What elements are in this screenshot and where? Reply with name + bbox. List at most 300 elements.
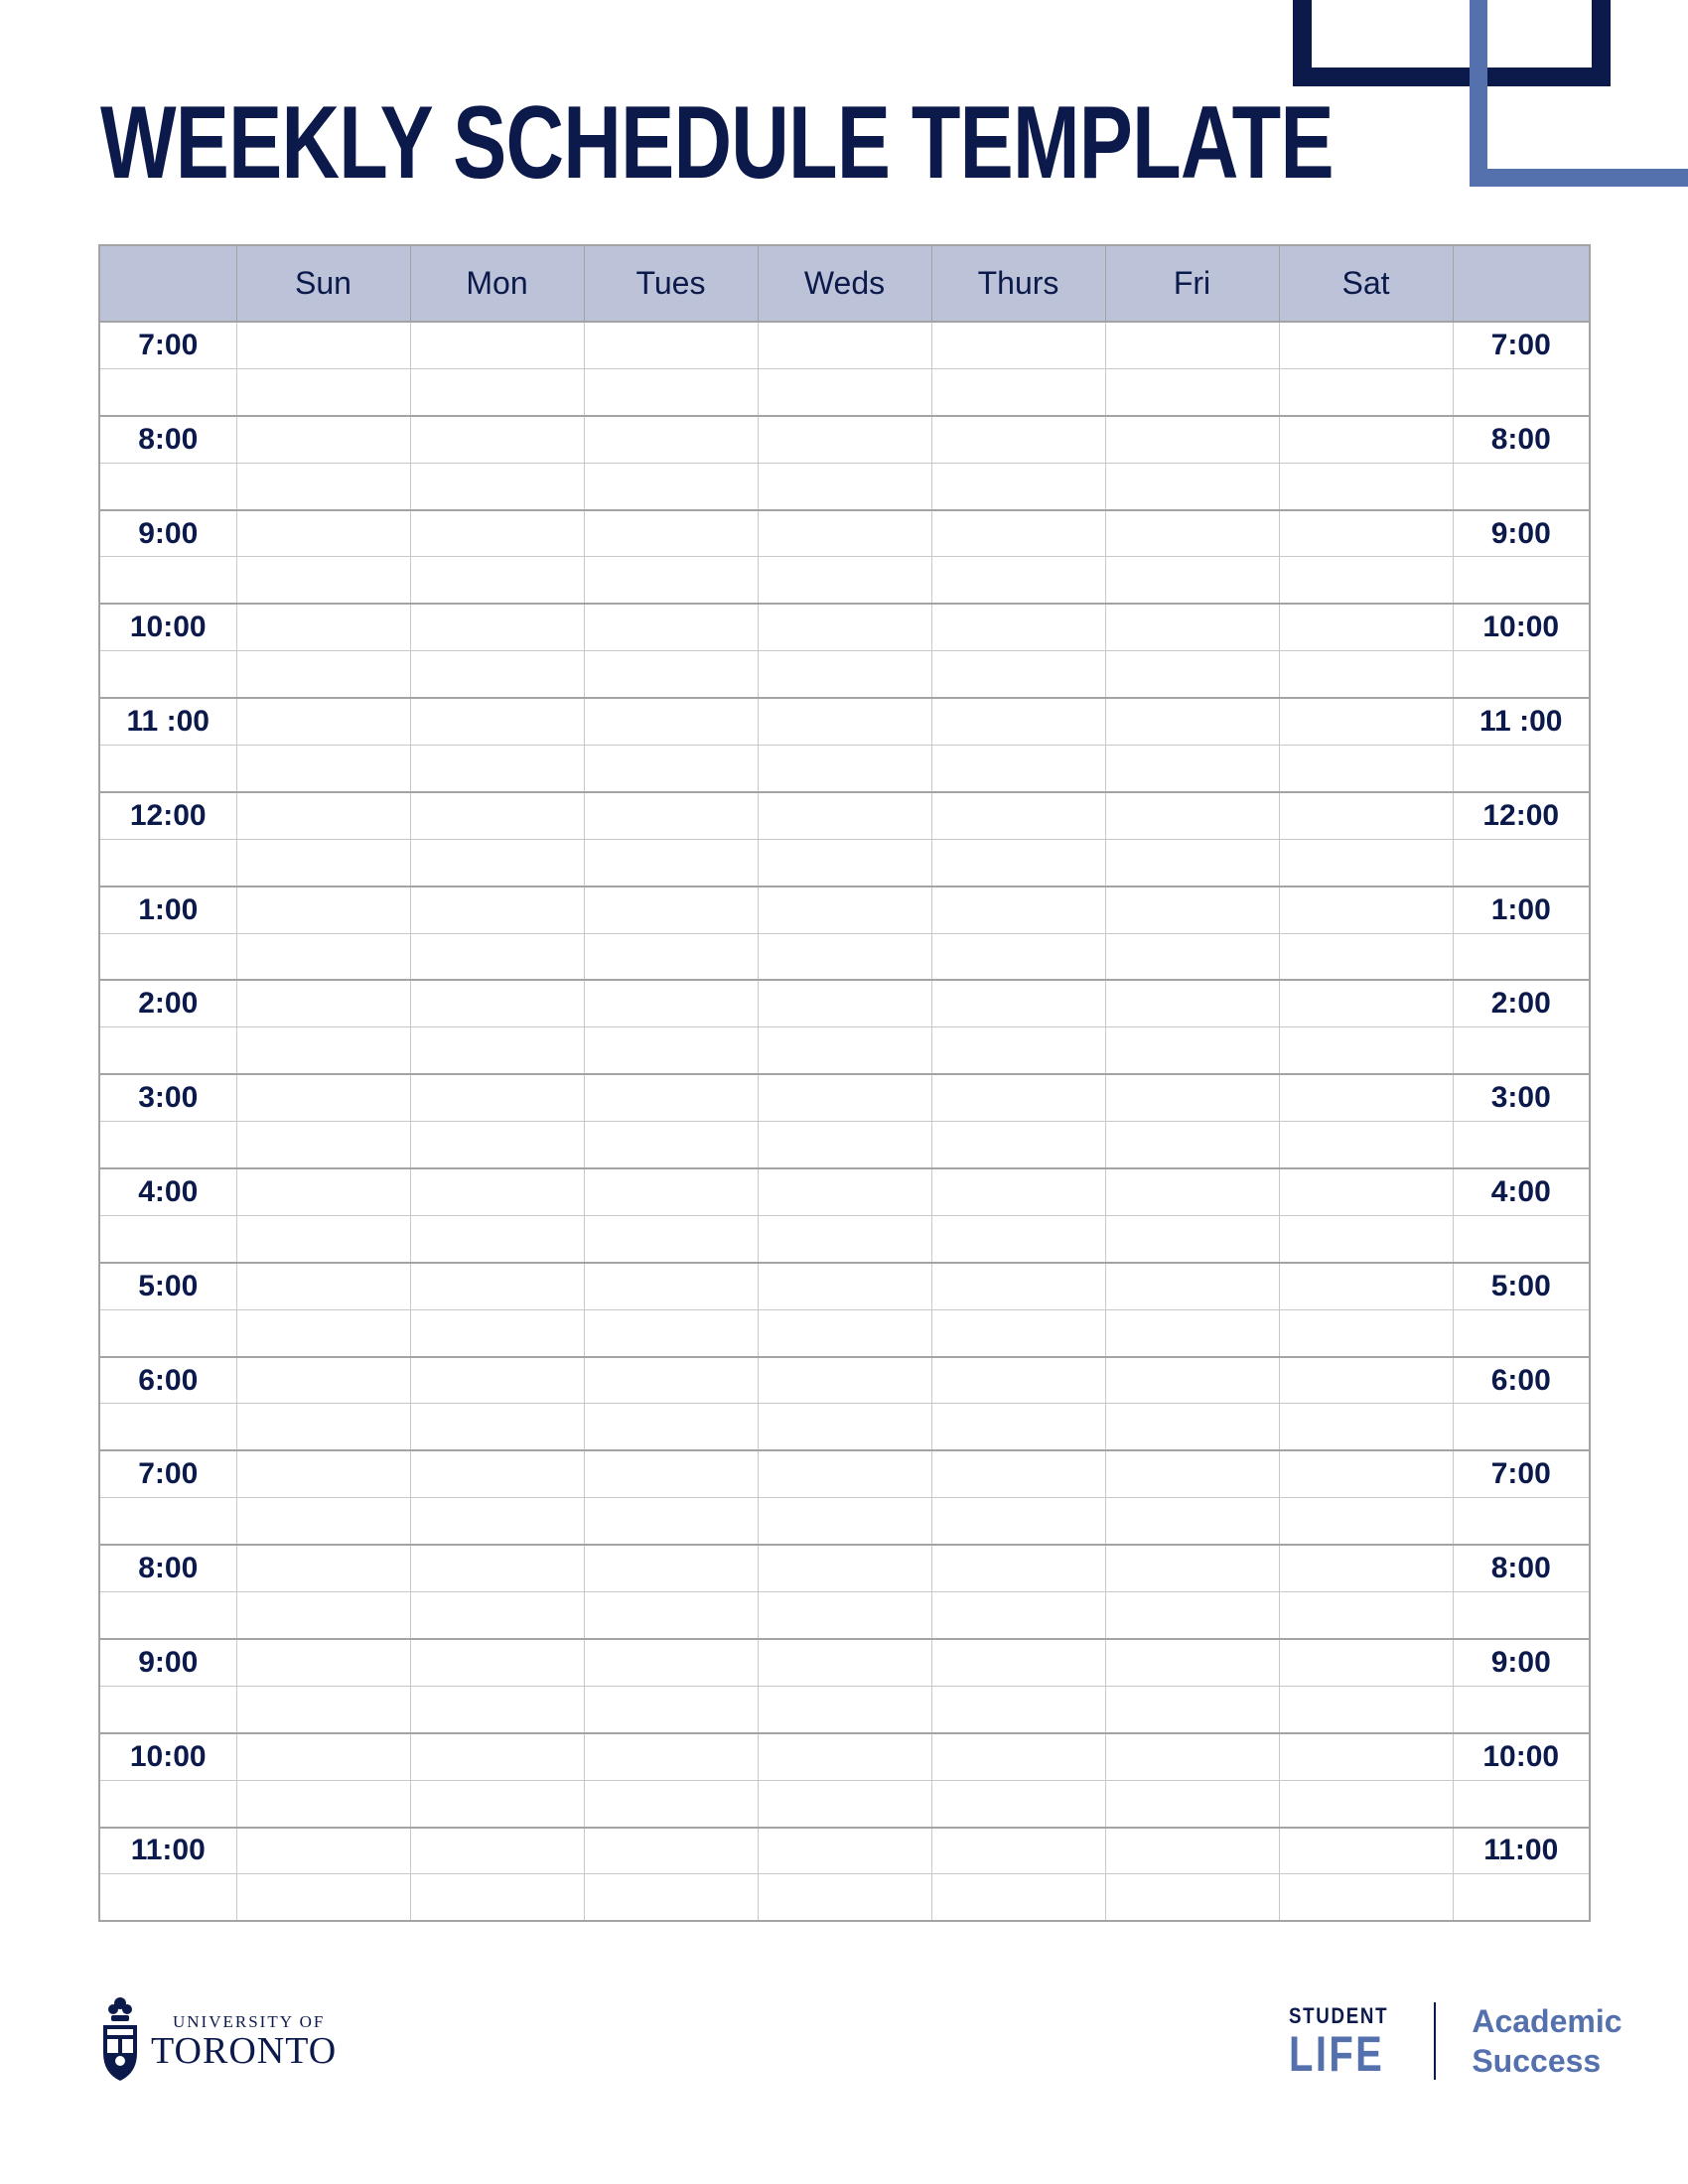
schedule-cell-tues[interactable] — [584, 1122, 758, 1168]
schedule-cell-mon[interactable] — [410, 698, 584, 745]
schedule-cell-sun[interactable] — [236, 933, 410, 980]
schedule-cell-sun[interactable] — [236, 510, 410, 557]
schedule-table — [98, 244, 1591, 1922]
schedule-cell-tues[interactable] — [584, 1828, 758, 1874]
schedule-cell-tues[interactable] — [584, 1545, 758, 1591]
schedule-cell-thurs[interactable] — [931, 746, 1105, 792]
schedule-cell-weds[interactable] — [758, 1215, 931, 1262]
time-label-right: 11:00 — [1453, 1828, 1590, 1874]
half-hour-row — [99, 933, 1590, 980]
schedule-cell-sat[interactable] — [1279, 651, 1453, 698]
schedule-cell-mon[interactable] — [410, 604, 584, 650]
hour-row — [99, 1828, 1590, 1874]
schedule-cell-thurs[interactable] — [931, 1592, 1105, 1639]
schedule-cell-mon[interactable] — [410, 1733, 584, 1780]
schedule-cell-fri[interactable] — [1105, 1592, 1279, 1639]
schedule-cell-weds[interactable] — [758, 1498, 931, 1545]
schedule-cell-sun[interactable] — [236, 1450, 410, 1497]
schedule-cell-mon[interactable] — [410, 463, 584, 509]
schedule-cell-thurs[interactable] — [931, 698, 1105, 745]
schedule-cell-mon[interactable] — [410, 1309, 584, 1356]
schedule-cell-fri[interactable] — [1105, 1168, 1279, 1215]
schedule-cell-sun[interactable] — [236, 1498, 410, 1545]
half-hour-row — [99, 1780, 1590, 1827]
schedule-cell-fri[interactable] — [1105, 1874, 1279, 1921]
schedule-cell-thurs[interactable] — [931, 980, 1105, 1026]
schedule-cell-sat[interactable] — [1279, 1309, 1453, 1356]
schedule-cell-sat[interactable] — [1279, 1545, 1453, 1591]
schedule-cell-weds[interactable] — [758, 1592, 931, 1639]
schedule-cell-weds[interactable] — [758, 416, 931, 463]
schedule-cell-weds[interactable] — [758, 557, 931, 604]
schedule-cell-tues[interactable] — [584, 746, 758, 792]
schedule-cell-mon[interactable] — [410, 651, 584, 698]
schedule-cell-weds[interactable] — [758, 839, 931, 886]
schedule-cell-sun[interactable] — [236, 746, 410, 792]
time-label-right: 10:00 — [1453, 604, 1590, 650]
schedule-cell-sun[interactable] — [236, 792, 410, 839]
time-label-left: 11:00 — [99, 1828, 236, 1874]
schedule-cell-sat[interactable] — [1279, 1733, 1453, 1780]
schedule-cell-weds[interactable] — [758, 1639, 931, 1686]
schedule-cell-sat[interactable] — [1279, 1498, 1453, 1545]
schedule-cell-tues[interactable] — [584, 1074, 758, 1121]
schedule-cell-tues[interactable] — [584, 1874, 758, 1921]
schedule-cell-weds[interactable] — [758, 887, 931, 933]
schedule-cell-weds[interactable] — [758, 1828, 931, 1874]
schedule-cell-weds[interactable] — [758, 1733, 931, 1780]
schedule-cell-weds[interactable] — [758, 980, 931, 1026]
schedule-cell-mon[interactable] — [410, 510, 584, 557]
schedule-cell-fri[interactable] — [1105, 322, 1279, 368]
schedule-cell-weds[interactable] — [758, 1874, 931, 1921]
hour-row — [99, 1733, 1590, 1780]
time-blank-left — [99, 746, 236, 792]
schedule-cell-thurs[interactable] — [931, 1498, 1105, 1545]
schedule-cell-sat[interactable] — [1279, 1404, 1453, 1450]
schedule-cell-sun[interactable] — [236, 604, 410, 650]
schedule-cell-sat[interactable] — [1279, 510, 1453, 557]
schedule-cell-sat[interactable] — [1279, 1215, 1453, 1262]
time-blank-left — [99, 1027, 236, 1074]
time-label-right: 3:00 — [1453, 1074, 1590, 1121]
schedule-cell-weds[interactable] — [758, 933, 931, 980]
schedule-cell-sun[interactable] — [236, 1309, 410, 1356]
schedule-cell-thurs[interactable] — [931, 416, 1105, 463]
schedule-cell-tues[interactable] — [584, 510, 758, 557]
schedule-cell-mon[interactable] — [410, 1639, 584, 1686]
schedule-cell-weds[interactable] — [758, 1168, 931, 1215]
schedule-cell-sun[interactable] — [236, 1027, 410, 1074]
schedule-cell-fri[interactable] — [1105, 1545, 1279, 1591]
time-blank-right — [1453, 1874, 1590, 1921]
half-hour-row — [99, 1215, 1590, 1262]
schedule-cell-sat[interactable] — [1279, 463, 1453, 509]
time-label-left: 8:00 — [99, 1545, 236, 1591]
time-label-right: 11 :00 — [1453, 698, 1590, 745]
schedule-cell-tues[interactable] — [584, 698, 758, 745]
schedule-cell-mon[interactable] — [410, 792, 584, 839]
schedule-cell-weds[interactable] — [758, 1404, 931, 1450]
schedule-cell-sun[interactable] — [236, 1828, 410, 1874]
time-blank-left — [99, 651, 236, 698]
schedule-cell-sat[interactable] — [1279, 1874, 1453, 1921]
time-blank-right — [1453, 651, 1590, 698]
schedule-cell-sat[interactable] — [1279, 746, 1453, 792]
schedule-cell-sun[interactable] — [236, 1686, 410, 1732]
schedule-cell-tues[interactable] — [584, 1592, 758, 1639]
hour-row — [99, 887, 1590, 933]
schedule-cell-thurs[interactable] — [931, 510, 1105, 557]
schedule-cell-mon[interactable] — [410, 1074, 584, 1121]
schedule-cell-sat[interactable] — [1279, 1780, 1453, 1827]
schedule-cell-sat[interactable] — [1279, 368, 1453, 415]
half-hour-row — [99, 368, 1590, 415]
schedule-cell-fri[interactable] — [1105, 698, 1279, 745]
schedule-cell-thurs[interactable] — [931, 604, 1105, 650]
schedule-cell-thurs[interactable] — [931, 1215, 1105, 1262]
schedule-cell-mon[interactable] — [410, 746, 584, 792]
schedule-cell-fri[interactable] — [1105, 604, 1279, 650]
schedule-cell-tues[interactable] — [584, 792, 758, 839]
schedule-cell-weds[interactable] — [758, 1309, 931, 1356]
schedule-cell-tues[interactable] — [584, 980, 758, 1026]
schedule-cell-thurs[interactable] — [931, 1357, 1105, 1404]
schedule-cell-thurs[interactable] — [931, 557, 1105, 604]
time-blank-left — [99, 463, 236, 509]
schedule-cell-fri[interactable] — [1105, 792, 1279, 839]
schedule-cell-fri[interactable] — [1105, 1215, 1279, 1262]
schedule-cell-tues[interactable] — [584, 1639, 758, 1686]
schedule-cell-thurs[interactable] — [931, 322, 1105, 368]
schedule-cell-sat[interactable] — [1279, 1074, 1453, 1121]
schedule-cell-thurs[interactable] — [931, 1263, 1105, 1309]
half-hour-row — [99, 839, 1590, 886]
schedule-cell-fri[interactable] — [1105, 980, 1279, 1026]
schedule-cell-mon[interactable] — [410, 557, 584, 604]
time-blank-right — [1453, 1686, 1590, 1732]
half-hour-row — [99, 557, 1590, 604]
schedule-cell-fri[interactable] — [1105, 1404, 1279, 1450]
schedule-cell-tues[interactable] — [584, 1733, 758, 1780]
schedule-cell-sun[interactable] — [236, 557, 410, 604]
schedule-cell-sat[interactable] — [1279, 933, 1453, 980]
schedule-cell-thurs[interactable] — [931, 1027, 1105, 1074]
schedule-cell-tues[interactable] — [584, 1357, 758, 1404]
schedule-cell-sun[interactable] — [236, 1874, 410, 1921]
schedule-cell-sun[interactable] — [236, 1122, 410, 1168]
schedule-cell-tues[interactable] — [584, 1263, 758, 1309]
schedule-cell-weds[interactable] — [758, 1450, 931, 1497]
schedule-cell-sat[interactable] — [1279, 1027, 1453, 1074]
schedule-cell-weds[interactable] — [758, 1027, 931, 1074]
schedule-cell-thurs[interactable] — [931, 1780, 1105, 1827]
schedule-cell-thurs[interactable] — [931, 1733, 1105, 1780]
schedule-cell-thurs[interactable] — [931, 463, 1105, 509]
schedule-cell-weds[interactable] — [758, 604, 931, 650]
schedule-cell-weds[interactable] — [758, 1263, 931, 1309]
schedule-cell-tues[interactable] — [584, 416, 758, 463]
schedule-cell-sat[interactable] — [1279, 698, 1453, 745]
schedule-cell-mon[interactable] — [410, 1545, 584, 1591]
time-label-right: 7:00 — [1453, 322, 1590, 368]
schedule-cell-fri[interactable] — [1105, 1263, 1279, 1309]
schedule-cell-fri[interactable] — [1105, 1733, 1279, 1780]
schedule-cell-mon[interactable] — [410, 1450, 584, 1497]
schedule-cell-thurs[interactable] — [931, 1874, 1105, 1921]
schedule-cell-tues[interactable] — [584, 557, 758, 604]
schedule-cell-thurs[interactable] — [931, 1074, 1105, 1121]
schedule-cell-mon[interactable] — [410, 1686, 584, 1732]
schedule-cell-mon[interactable] — [410, 322, 584, 368]
schedule-cell-thurs[interactable] — [931, 792, 1105, 839]
schedule-cell-sun[interactable] — [236, 322, 410, 368]
student-life-logo — [1289, 2001, 1622, 2081]
schedule-cell-sat[interactable] — [1279, 416, 1453, 463]
schedule-cell-mon[interactable] — [410, 1828, 584, 1874]
schedule-cell-sat[interactable] — [1279, 322, 1453, 368]
schedule-cell-weds[interactable] — [758, 792, 931, 839]
university-crest-icon — [99, 1995, 141, 2087]
schedule-cell-fri[interactable] — [1105, 557, 1279, 604]
schedule-cell-fri[interactable] — [1105, 1498, 1279, 1545]
time-label-right: 6:00 — [1453, 1357, 1590, 1404]
schedule-cell-sat[interactable] — [1279, 1686, 1453, 1732]
schedule-cell-fri[interactable] — [1105, 746, 1279, 792]
time-label-left: 5:00 — [99, 1263, 236, 1309]
schedule-cell-sat[interactable] — [1279, 887, 1453, 933]
schedule-cell-thurs[interactable] — [931, 839, 1105, 886]
schedule-cell-tues[interactable] — [584, 1498, 758, 1545]
schedule-cell-mon[interactable] — [410, 1027, 584, 1074]
schedule-cell-fri[interactable] — [1105, 651, 1279, 698]
schedule-cell-mon[interactable] — [410, 1122, 584, 1168]
schedule-cell-tues[interactable] — [584, 1309, 758, 1356]
half-hour-row — [99, 1309, 1590, 1356]
schedule-cell-weds[interactable] — [758, 698, 931, 745]
schedule-cell-mon[interactable] — [410, 1357, 584, 1404]
schedule-cell-fri[interactable] — [1105, 839, 1279, 886]
schedule-cell-fri[interactable] — [1105, 1780, 1279, 1827]
time-label-right: 7:00 — [1453, 1450, 1590, 1497]
schedule-cell-fri[interactable] — [1105, 1074, 1279, 1121]
schedule-cell-sat[interactable] — [1279, 1828, 1453, 1874]
time-blank-right — [1453, 1027, 1590, 1074]
schedule-cell-sun[interactable] — [236, 463, 410, 509]
hour-row — [99, 1545, 1590, 1591]
schedule-cell-fri[interactable] — [1105, 416, 1279, 463]
time-label-right: 4:00 — [1453, 1168, 1590, 1215]
schedule-cell-weds[interactable] — [758, 463, 931, 509]
schedule-cell-fri[interactable] — [1105, 1450, 1279, 1497]
schedule-cell-tues[interactable] — [584, 1450, 758, 1497]
schedule-cell-weds[interactable] — [758, 1545, 931, 1591]
schedule-cell-tues[interactable] — [584, 1168, 758, 1215]
header-corner-left — [99, 245, 236, 322]
schedule-cell-weds[interactable] — [758, 1122, 931, 1168]
schedule-cell-mon[interactable] — [410, 839, 584, 886]
schedule-cell-weds[interactable] — [758, 746, 931, 792]
schedule-cell-sun[interactable] — [236, 1592, 410, 1639]
schedule-cell-tues[interactable] — [584, 463, 758, 509]
schedule-cell-weds[interactable] — [758, 1357, 931, 1404]
schedule-cell-fri[interactable] — [1105, 887, 1279, 933]
schedule-cell-tues[interactable] — [584, 933, 758, 980]
schedule-cell-fri[interactable] — [1105, 1027, 1279, 1074]
schedule-cell-tues[interactable] — [584, 368, 758, 415]
schedule-cell-sun[interactable] — [236, 1780, 410, 1827]
schedule-cell-fri[interactable] — [1105, 1686, 1279, 1732]
schedule-cell-sun[interactable] — [236, 980, 410, 1026]
schedule-cell-thurs[interactable] — [931, 1122, 1105, 1168]
day-header-mon: Mon — [410, 245, 584, 322]
day-header-row — [99, 245, 1590, 322]
schedule-cell-sun[interactable] — [236, 1074, 410, 1121]
schedule-cell-thurs[interactable] — [931, 1309, 1105, 1356]
schedule-cell-sat[interactable] — [1279, 1639, 1453, 1686]
schedule-cell-fri[interactable] — [1105, 933, 1279, 980]
schedule-cell-mon[interactable] — [410, 1874, 584, 1921]
schedule-cell-thurs[interactable] — [931, 1404, 1105, 1450]
schedule-cell-mon[interactable] — [410, 1168, 584, 1215]
schedule-cell-thurs[interactable] — [931, 887, 1105, 933]
schedule-cell-fri[interactable] — [1105, 368, 1279, 415]
schedule-cell-mon[interactable] — [410, 416, 584, 463]
schedule-cell-sun[interactable] — [236, 887, 410, 933]
schedule-cell-sat[interactable] — [1279, 1122, 1453, 1168]
schedule-cell-fri[interactable] — [1105, 510, 1279, 557]
schedule-cell-tues[interactable] — [584, 1027, 758, 1074]
schedule-cell-mon[interactable] — [410, 887, 584, 933]
schedule-cell-sat[interactable] — [1279, 604, 1453, 650]
time-blank-left — [99, 1498, 236, 1545]
schedule-cell-fri[interactable] — [1105, 463, 1279, 509]
schedule-cell-tues[interactable] — [584, 839, 758, 886]
schedule-cell-mon[interactable] — [410, 1498, 584, 1545]
schedule-cell-sun[interactable] — [236, 368, 410, 415]
time-label-right: 9:00 — [1453, 1639, 1590, 1686]
time-blank-right — [1453, 1592, 1590, 1639]
schedule-cell-sat[interactable] — [1279, 1263, 1453, 1309]
schedule-cell-mon[interactable] — [410, 1592, 584, 1639]
schedule-cell-weds[interactable] — [758, 1074, 931, 1121]
schedule-cell-thurs[interactable] — [931, 1545, 1105, 1591]
schedule-cell-mon[interactable] — [410, 933, 584, 980]
hour-row — [99, 698, 1590, 745]
schedule-cell-sun[interactable] — [236, 1404, 410, 1450]
schedule-cell-sun[interactable] — [236, 1639, 410, 1686]
schedule-cell-thurs[interactable] — [931, 933, 1105, 980]
schedule-cell-tues[interactable] — [584, 1780, 758, 1827]
time-blank-left — [99, 557, 236, 604]
schedule-cell-thurs[interactable] — [931, 651, 1105, 698]
schedule-cell-sun[interactable] — [236, 1215, 410, 1262]
schedule-cell-sat[interactable] — [1279, 1450, 1453, 1497]
schedule-cell-sat[interactable] — [1279, 1168, 1453, 1215]
hour-row — [99, 1263, 1590, 1309]
schedule-cell-sat[interactable] — [1279, 839, 1453, 886]
schedule-cell-sun[interactable] — [236, 1545, 410, 1591]
schedule-cell-sat[interactable] — [1279, 1592, 1453, 1639]
schedule-cell-weds[interactable] — [758, 1686, 931, 1732]
schedule-cell-sat[interactable] — [1279, 792, 1453, 839]
schedule-cell-thurs[interactable] — [931, 1828, 1105, 1874]
schedule-cell-tues[interactable] — [584, 887, 758, 933]
schedule-cell-tues[interactable] — [584, 1404, 758, 1450]
time-blank-right — [1453, 557, 1590, 604]
schedule-cell-mon[interactable] — [410, 1263, 584, 1309]
schedule-cell-tues[interactable] — [584, 322, 758, 368]
academic-label: Academic — [1472, 2003, 1622, 2039]
schedule-cell-tues[interactable] — [584, 1215, 758, 1262]
schedule-cell-tues[interactable] — [584, 1686, 758, 1732]
schedule-cell-sun[interactable] — [236, 1733, 410, 1780]
schedule-cell-mon[interactable] — [410, 1215, 584, 1262]
schedule-cell-sun[interactable] — [236, 1168, 410, 1215]
schedule-cell-thurs[interactable] — [931, 1168, 1105, 1215]
day-header-sun: Sun — [236, 245, 410, 322]
schedule-cell-thurs[interactable] — [931, 1686, 1105, 1732]
hour-row — [99, 792, 1590, 839]
time-label-right: 10:00 — [1453, 1733, 1590, 1780]
half-hour-row — [99, 1122, 1590, 1168]
schedule-cell-sun[interactable] — [236, 1263, 410, 1309]
schedule-cell-thurs[interactable] — [931, 368, 1105, 415]
time-blank-right — [1453, 368, 1590, 415]
schedule-cell-thurs[interactable] — [931, 1450, 1105, 1497]
half-hour-row — [99, 746, 1590, 792]
half-hour-row — [99, 1592, 1590, 1639]
time-label-left: 10:00 — [99, 604, 236, 650]
schedule-cell-mon[interactable] — [410, 980, 584, 1026]
schedule-cell-fri[interactable] — [1105, 1639, 1279, 1686]
time-blank-left — [99, 1309, 236, 1356]
schedule-cell-sat[interactable] — [1279, 980, 1453, 1026]
schedule-cell-weds[interactable] — [758, 368, 931, 415]
half-hour-row — [99, 1404, 1590, 1450]
schedule-cell-fri[interactable] — [1105, 1357, 1279, 1404]
schedule-cell-fri[interactable] — [1105, 1309, 1279, 1356]
schedule-cell-sun[interactable] — [236, 651, 410, 698]
schedule-cell-thurs[interactable] — [931, 1639, 1105, 1686]
schedule-cell-tues[interactable] — [584, 604, 758, 650]
schedule-cell-mon[interactable] — [410, 1780, 584, 1827]
schedule-cell-fri[interactable] — [1105, 1828, 1279, 1874]
schedule-cell-weds[interactable] — [758, 510, 931, 557]
schedule-cell-mon[interactable] — [410, 1404, 584, 1450]
time-label-left: 7:00 — [99, 1450, 236, 1497]
schedule-cell-mon[interactable] — [410, 368, 584, 415]
hour-row — [99, 1450, 1590, 1497]
schedule-cell-sun[interactable] — [236, 698, 410, 745]
schedule-cell-tues[interactable] — [584, 651, 758, 698]
schedule-cell-weds[interactable] — [758, 651, 931, 698]
schedule-cell-fri[interactable] — [1105, 1122, 1279, 1168]
time-label-left: 1:00 — [99, 887, 236, 933]
time-blank-left — [99, 1780, 236, 1827]
success-label: Success — [1472, 2043, 1602, 2079]
time-label-left: 11 :00 — [99, 698, 236, 745]
schedule-cell-sun[interactable] — [236, 1357, 410, 1404]
time-label-left: 8:00 — [99, 416, 236, 463]
schedule-cell-sun[interactable] — [236, 416, 410, 463]
schedule-cell-sun[interactable] — [236, 839, 410, 886]
student-label: STUDENT — [1289, 2003, 1389, 2028]
schedule-cell-sat[interactable] — [1279, 1357, 1453, 1404]
schedule-cell-weds[interactable] — [758, 1780, 931, 1827]
schedule-cell-sat[interactable] — [1279, 557, 1453, 604]
schedule-cell-weds[interactable] — [758, 322, 931, 368]
